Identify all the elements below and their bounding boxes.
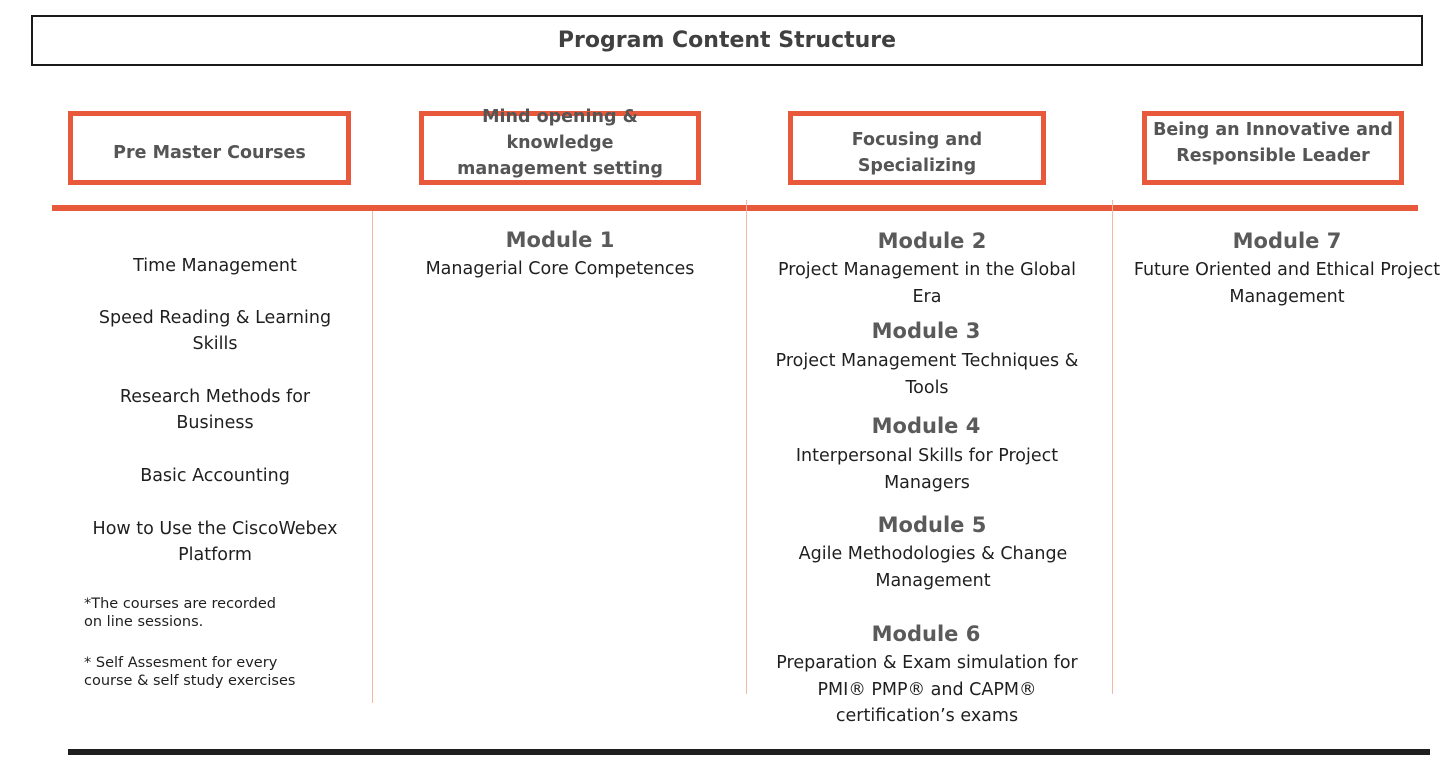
module-title: Module 6 (871, 622, 981, 646)
header-pre-master-courses (68, 111, 351, 185)
page-title: Program Content Structure (557, 28, 897, 53)
pre-course-note: * Self Assesment for every course & self study exercises (84, 655, 296, 689)
module-title: Module 2 (877, 229, 987, 253)
column-divider (372, 211, 373, 703)
column-divider (746, 200, 747, 694)
header-label: Pre Master Courses (113, 143, 306, 163)
pre-course-item: Research Methods for Business (119, 387, 311, 433)
module-description: Agile Methodologies & Change Management (798, 544, 1068, 591)
module-title: Module 5 (877, 513, 987, 537)
module-description: Preparation & Exam simulation for PMI® PMP® and CAPM® certification’s exams (776, 653, 1078, 726)
pre-course-item: Speed Reading & Learning Skills (98, 308, 332, 354)
title-box (31, 15, 1423, 66)
header-innovative-leader (1142, 111, 1404, 185)
header-label: Mind opening & knowledge management setting (457, 107, 663, 179)
module-title: Module 1 (505, 228, 615, 252)
pre-course-note: *The courses are recorded on line sessions. (84, 596, 276, 630)
column-divider (1112, 200, 1113, 694)
module-description: Project Management Techniques & Tools (775, 351, 1079, 398)
pre-course-item: Time Management (133, 256, 297, 276)
pre-course-item: How to Use the CiscoWebex Platform (92, 519, 338, 565)
module-title: Module 3 (871, 319, 981, 343)
module-title: Module 7 (1232, 229, 1342, 253)
bottom-divider (68, 749, 1430, 755)
header-label: Focusing and Specializing (851, 130, 983, 176)
module-description: Managerial Core Competences (425, 259, 695, 279)
module-description: Project Management in the Global Era (778, 260, 1076, 307)
header-focusing-specializing (788, 111, 1046, 185)
module-description: Interpersonal Skills for Project Managers (795, 446, 1059, 493)
module-title: Module 4 (871, 414, 981, 438)
header-mind-opening (419, 107, 701, 185)
pre-course-item: Basic Accounting (140, 466, 290, 486)
header-label: Being an Innovative and Responsible Leader (1153, 120, 1393, 166)
orange-divider (52, 205, 1418, 211)
module-description: Future Oriented and Ethical Project Management (1133, 260, 1441, 307)
